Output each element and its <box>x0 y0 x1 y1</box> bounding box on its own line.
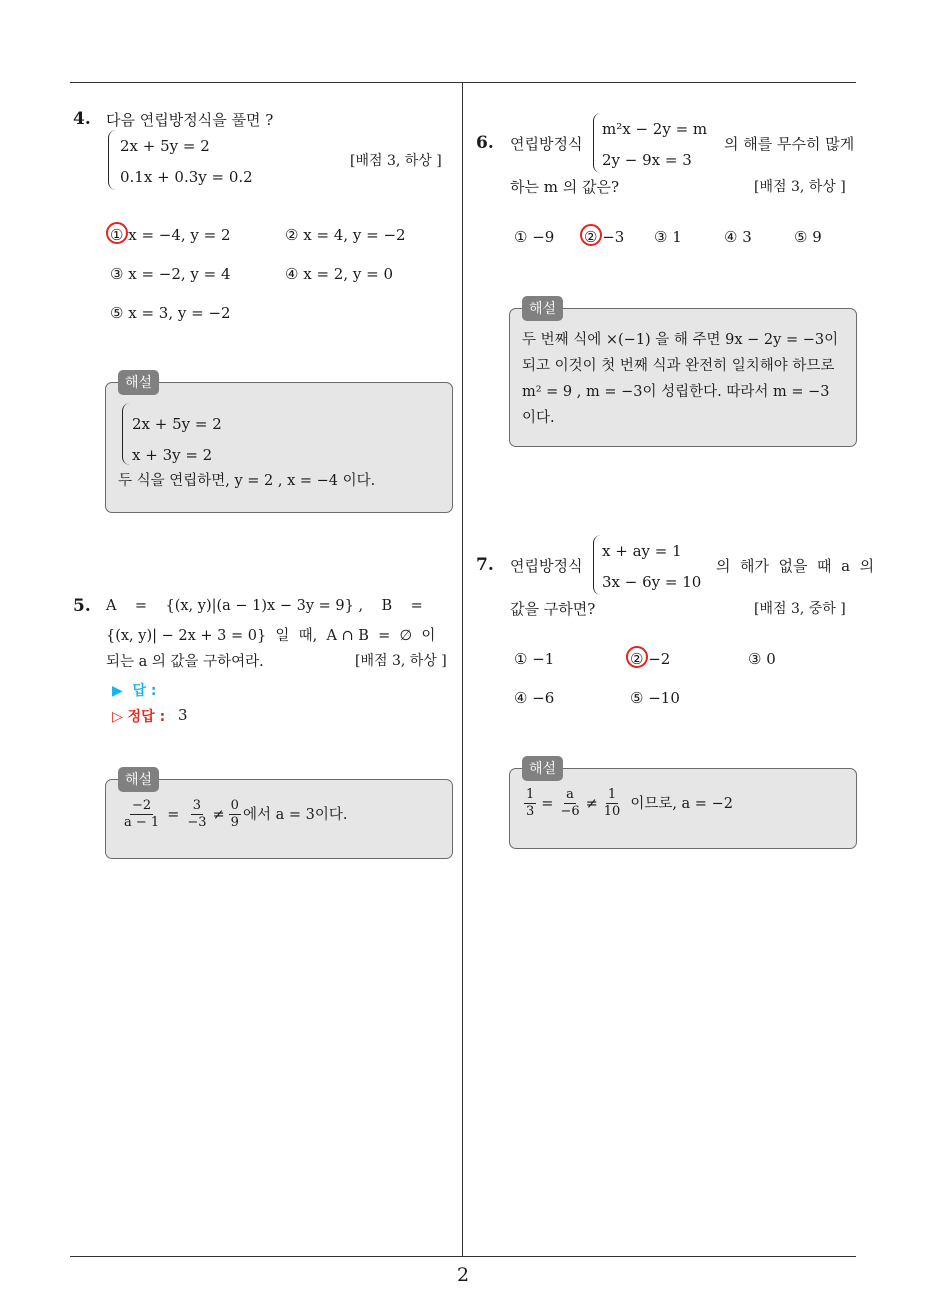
explanation-formula: $\frac{1}{3}$ = $\frac{a}{-6}$ ≠ $\frac{1}{10}$ 이므로, a = −2 <box>526 787 733 819</box>
page-number: 2 <box>456 1264 470 1286</box>
system-brace <box>593 535 602 595</box>
fraction: $\frac{1}{3}$ <box>526 787 535 819</box>
explanation-tag: 해설 <box>522 756 563 781</box>
fraction: $\frac{a}{-6}$ <box>560 787 580 819</box>
explanation-text: 에서 a = 3이다. <box>242 806 348 823</box>
fraction: $\frac{-2}{a - 1}$ <box>124 798 160 830</box>
option-1[interactable]: ① x = −4, y = 2 <box>110 226 231 244</box>
question-number: 4. <box>73 109 91 129</box>
question-line-2: 값을 구하면? <box>510 600 596 618</box>
fraction: $\frac{1}{10}$ <box>603 787 621 819</box>
option-4[interactable]: ④ −6 <box>514 689 555 707</box>
equation-2: 3x − 6y = 10 <box>602 573 702 591</box>
selected-answer-mark <box>626 646 648 668</box>
explanation-text <box>522 327 838 431</box>
selected-answer-mark <box>106 222 128 244</box>
question-stem-post: 의 해를 무수히 많게 <box>724 135 855 153</box>
explanation-text: 이므로, a = −2 <box>630 795 733 812</box>
score-meta: [배점 3, 중하 ] <box>754 601 846 617</box>
explanation-line: 두 번째 식에 ×(−1) 을 해 주면 9x − 2y = −3이 <box>522 332 839 348</box>
explanation-box <box>509 768 857 849</box>
question-stem-post: 의 해가 없을 때 a 의 <box>716 557 875 575</box>
question-line-2: {(x, y)| − 2x + 3 = 0} 일 때, A ∩ B = ∅ 이 <box>106 628 436 644</box>
column-divider <box>462 83 463 1256</box>
equation-1: m²x − 2y = m <box>602 120 708 138</box>
selected-answer-mark <box>580 224 602 246</box>
option-2[interactable]: ② −2 <box>630 650 671 668</box>
system-brace <box>108 130 117 190</box>
equation-1: 2x + 5y = 2 <box>120 137 210 155</box>
question-line-3: 되는 a 의 값을 구하여라. <box>106 654 264 670</box>
option-3[interactable]: ③ 1 <box>654 228 682 246</box>
option-3[interactable]: ③ x = −2, y = 4 <box>110 265 231 283</box>
option-4[interactable]: ④ x = 2, y = 0 <box>285 265 393 283</box>
explanation-formula: $\frac{-2}{a - 1}$ = $\frac{3}{-3}$ ≠ $\frac{0}{9}$ 에서 a = 3이다. <box>124 798 348 830</box>
explanation-line: m² = 9 , m = −3이 성립한다. 따라서 m = −3 <box>522 384 830 400</box>
bottom-rule <box>70 1256 856 1257</box>
question-line-1: A = {(x, y)|(a − 1)x − 3y = 9} , B = <box>106 598 423 614</box>
question-line-2: 하는 m 의 값은? <box>510 178 620 196</box>
option-5[interactable]: ⑤ −10 <box>630 689 680 707</box>
explanation-tag: 해설 <box>118 370 159 395</box>
option-3[interactable]: ③ 0 <box>748 650 776 668</box>
answer-label: ▶ 답 : <box>112 683 157 699</box>
explanation-text: 두 식을 연립하면, y = 2 , x = −4 이다. <box>118 473 376 489</box>
option-2[interactable]: ② −3 <box>584 228 625 246</box>
explanation-box <box>105 382 453 513</box>
equation-2: 2y − 9x = 3 <box>602 151 692 169</box>
question-number: 6. <box>476 133 494 153</box>
system-brace <box>593 113 602 173</box>
explanation-line: 되고 이것이 첫 번째 식과 완전히 일치해야 하므로 <box>522 358 835 374</box>
explanation-line: 이다. <box>522 410 555 426</box>
correct-answer-value: 3 <box>178 706 188 724</box>
equation-2: 0.1x + 0.3y = 0.2 <box>120 168 253 186</box>
question-stem: 다음 연립방정식을 풀면 ? <box>106 111 274 129</box>
top-rule <box>70 82 856 83</box>
option-5[interactable]: ⑤ x = 3, y = −2 <box>110 304 231 322</box>
question-stem-pre: 연립방정식 <box>510 135 583 153</box>
equation-1: 2x + 5y = 2 <box>132 415 222 433</box>
option-2[interactable]: ② x = 4, y = −2 <box>285 226 406 244</box>
option-1[interactable]: ① −1 <box>514 650 555 668</box>
correct-answer-label: ▷ 정답 : <box>112 709 166 725</box>
explanation-tag: 해설 <box>118 767 159 792</box>
score-meta: [배점 3, 하상 ] <box>350 153 442 169</box>
equation-2: x + 3y = 2 <box>132 446 213 464</box>
score-meta: [배점 3, 하상 ] <box>754 179 846 195</box>
fraction: $\frac{0}{9}$ <box>230 798 239 830</box>
fraction: $\frac{3}{-3}$ <box>187 798 207 830</box>
question-number: 7. <box>476 555 494 575</box>
system-brace <box>122 403 131 465</box>
question-number: 5. <box>73 596 91 616</box>
option-5[interactable]: ⑤ 9 <box>794 228 822 246</box>
explanation-box <box>509 308 857 447</box>
explanation-box <box>105 779 453 859</box>
score-meta: [배점 3, 하상 ] <box>355 653 447 669</box>
question-stem-pre: 연립방정식 <box>510 557 583 575</box>
explanation-tag: 해설 <box>522 296 563 321</box>
equation-1: x + ay = 1 <box>602 542 682 560</box>
option-1[interactable]: ① −9 <box>514 228 555 246</box>
option-4[interactable]: ④ 3 <box>724 228 752 246</box>
